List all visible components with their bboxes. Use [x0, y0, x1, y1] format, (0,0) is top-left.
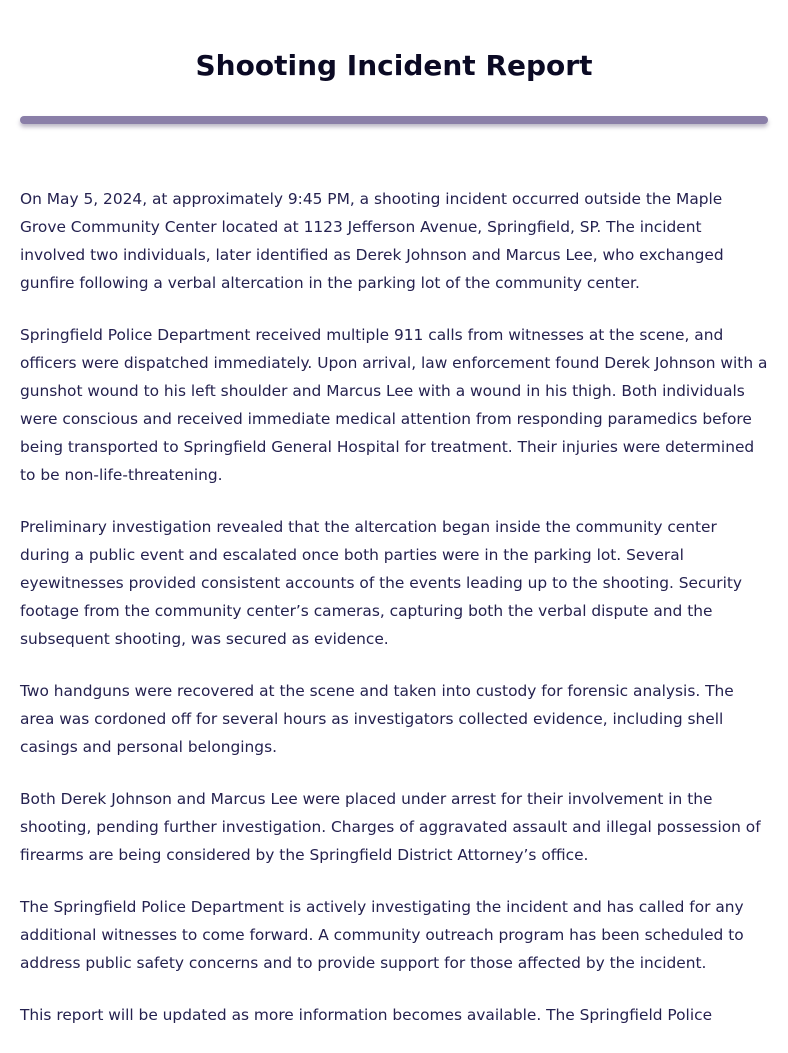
report-body — [20, 185, 768, 1053]
report-paragraph: Springfield Police Department received multiple 911 calls from witnesses at the scene, and officers were dispatched immediately. Upon arrival, law enforcement found Derek Johnson with a gunshot wound to his left shoulder and Marcus Lee with a wound in his thigh. Both individuals were conscious and received immediate medical attention from responding paramedics before being transported to Springfield General Hospital for treatment. Their injuries were determined to be non-life-threatening. — [20, 326, 768, 484]
report-paragraph: This report will be updated as more information becomes available. The Springfield Police — [20, 1006, 713, 1024]
report-paragraph: Preliminary investigation revealed that the altercation began inside the community center during a public event and escalated once both parties were in the parking lot. Several eyewitnesses provided consistent accounts of the events leading up to the shooting. Security footage from the community center’s cameras, capturing both the verbal dispute and the subsequent shooting, was secured as evidence. — [20, 518, 742, 648]
report-paragraph: Two handguns were recovered at the scene and taken into custody for forensic analysis. The area was cordoned off for several hours as investigators collected evidence, including shell casings and personal belongings. — [20, 682, 734, 756]
report-paragraph: On May 5, 2024, at approximately 9:45 PM, a shooting incident occurred outside the Maple Grove Community Center located at 1123 Jefferson Avenue, Springfield, SP. The incident involved two individuals, later identified as Derek Johnson and Marcus Lee, who exchanged gunfire following a verbal altercation in the parking lot of the community center. — [20, 190, 724, 292]
title-divider — [20, 116, 768, 124]
report-paragraph: Both Derek Johnson and Marcus Lee were placed under arrest for their involvement in the shooting, pending further investigation. Charges of aggravated assault and illegal possession of firearms are being considered by the Springfield District Attorney’s office. — [20, 790, 761, 864]
report-paragraph: The Springfield Police Department is actively investigating the incident and has called for any additional witnesses to come forward. A community outreach program has been scheduled to address public safety concerns and to provide support for those affected by the incident. — [20, 898, 744, 972]
page-title: Shooting Incident Report — [195, 49, 593, 82]
